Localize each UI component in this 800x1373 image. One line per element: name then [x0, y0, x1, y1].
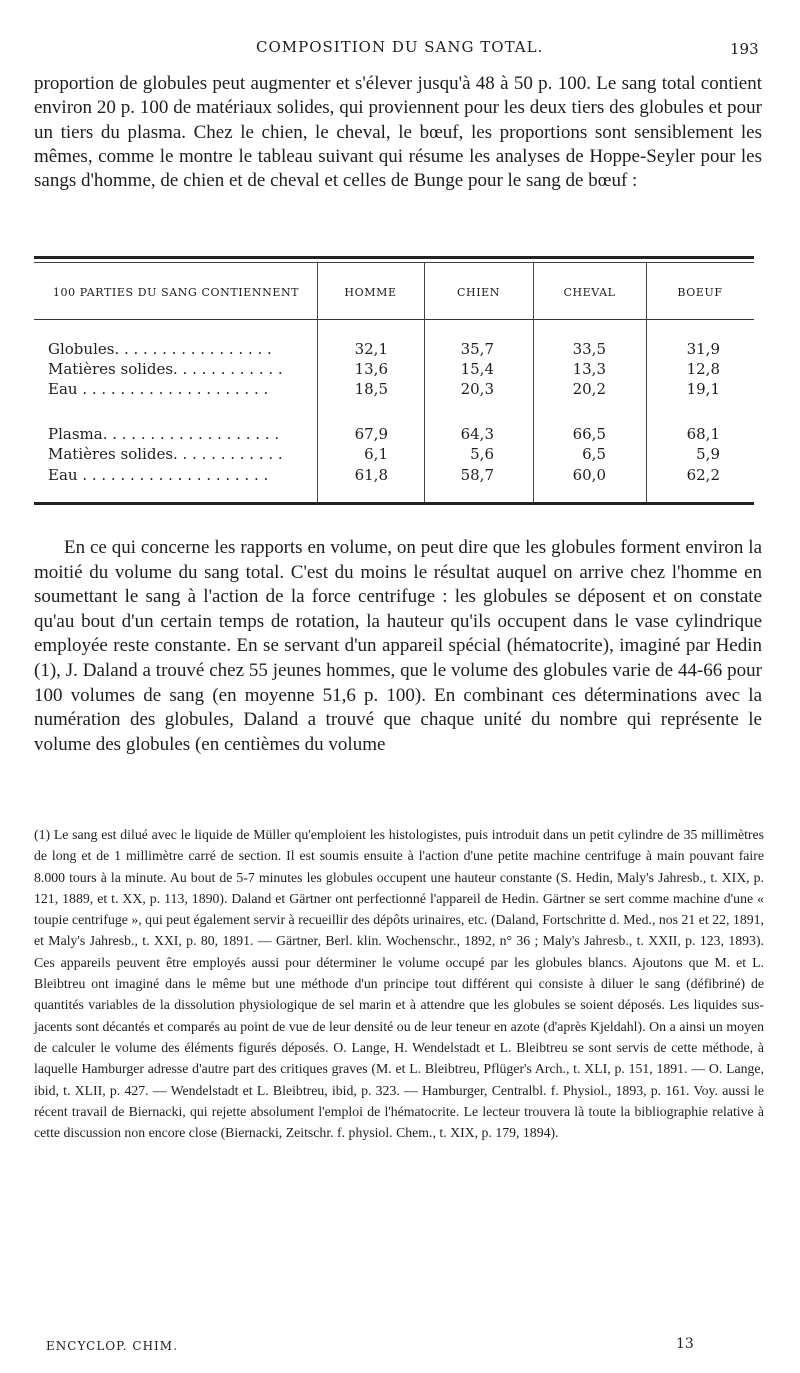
table-row-label: Globules. . . . . . . . . . . . . . . . .: [48, 340, 272, 358]
table-cell: 6,1: [364, 445, 388, 463]
column-header-homme: HOMME: [344, 286, 397, 299]
table-cell: 5,6: [470, 445, 494, 463]
table-cell: 68,1: [686, 425, 720, 443]
table-cell: 5,9: [696, 445, 720, 463]
table-cell: 13,6: [354, 360, 388, 378]
table-cell: 35,7: [460, 340, 494, 358]
table-row-label: Plasma. . . . . . . . . . . . . . . . . . .: [48, 425, 280, 443]
column-header-chien: CHIEN: [456, 286, 500, 299]
table-cell: 19,1: [686, 380, 720, 398]
table-cell: 61,8: [354, 466, 388, 484]
printer-signature: ENCYCLOP. CHIM.: [46, 1339, 178, 1353]
table-cell: 20,2: [572, 380, 606, 398]
table-cell: 32,1: [354, 340, 388, 358]
blood-composition-table: [34, 256, 754, 508]
column-header-boeuf: BOEUF: [677, 286, 723, 299]
table-row-label: Eau . . . . . . . . . . . . . . . . . . . .: [48, 380, 269, 398]
table-bottom-rule: [34, 502, 754, 505]
table-cell: 64,3: [460, 425, 494, 443]
page-number: 193: [730, 40, 759, 58]
table-cell: 18,5: [354, 380, 388, 398]
table-top-rule: [34, 256, 754, 259]
running-title: COMPOSITION DU SANG TOTAL.: [256, 38, 544, 56]
table-cell: 67,9: [354, 425, 388, 443]
table-cell: 66,5: [572, 425, 606, 443]
column-header-cheval: CHEVAL: [563, 286, 616, 299]
table-cell: 13,3: [572, 360, 606, 378]
sheet-number: 13: [676, 1336, 694, 1352]
table-cell: 60,0: [572, 466, 606, 484]
column-header-parts: 100 PARTIES DU SANG CONTIENNENT: [52, 286, 300, 299]
table-row-label: Eau . . . . . . . . . . . . . . . . . . . .: [48, 466, 269, 484]
table-cell: 20,3: [460, 380, 494, 398]
body-paragraph-1: proportion de globules peut augmenter et s'élever jusqu'à 48 à 50 p. 100. Le sang total contient environ 20 p. 100 de matériaux solides, qui proviennent pour les deux tiers des globules et pour un tiers du plasma. Chez le chien, le cheval, le bœuf, les proportions sont sensiblement les mêmes, comme le montre le tableau suivant qui résume les analyses de Hoppe-Seyler pour les sangs d'homme, de chien et de cheval et celles de Bunge pour le sang de bœuf :: [34, 73, 762, 192]
table-cell: 58,7: [460, 466, 494, 484]
running-head: [0, 38, 800, 60]
table-cell: 33,5: [572, 340, 606, 358]
table-cell: 15,4: [460, 360, 494, 378]
table-cell: 62,2: [686, 466, 720, 484]
body-paragraph-2: En ce qui concerne les rapports en volume, on peut dire que les globules forment environ la moitié du volume du sang total. C'est du moins le résultat auquel on arrive chez l'homme en soumettant le sang à l'action de la force centrifuge : les globules se déposent et on constate qu'au bout d'un certain temps de rotation, la hauteur qu'ils occupent dans le vase cylindrique employée reste constante. En se servant d'un appareil spécial (hématocrite), imaginé par Hedin (1), J. Daland a trouvé chez 55 jeunes hommes, que le volume des globules varie de 44-66 pour 100 volumes de sang (en moyenne 51,6 p. 100). En combinant ces déterminations avec la numération des globules, Daland a trouvé que chaque unité du nombre qui représente le volume des globules (en centièmes du volume: [34, 537, 762, 755]
table-row-label: Matières solides. . . . . . . . . . . .: [48, 445, 283, 463]
table-row-label: Matières solides. . . . . . . . . . . .: [48, 360, 283, 378]
footnote: (1) Le sang est dilué avec le liquide de Müller qu'emploient les histologistes, puis introduit dans un petit cylindre de 35 millimètres de long et de 1 millimètre carré de section. Il est soumis ensuite à l'action d'une petite machine centrifuge à main pouvant faire 8.000 tours à la minute. Au bout de 5-7 minutes les globules occupent une hauteur constante (S. Hedin, Maly's Jahresb., t. XIX, p. 121, 1889, et t. XX, p. 113, 1890). Daland et Gärtner ont perfectionné l'appareil de Hedin. Gärtner se sert comme machine d'une « toupie centrifuge », qui peut également servir à recueillir des dépôts urinaires, etc. (Daland, Fortschritte d. Med., nos 21 et 22, 1891, et Maly's Jahresb., t. XXI, p. 80, 1891. — Gärtner, Berl. klin. Wochenschr., 1892, n° 36 ; Maly's Jahresb., t. XXII, p. 123, 1893). Ces appareils peuvent être employés aussi pour déterminer le volume occupé par les globules blancs. Ajoutons que M. et L. Bleibtreu ont imaginé dans le même but une méthode d'un principe tout différent qui consiste à diluer le sang (défibriné) de quantités variables de la dissolution physiologique de sel marin et à attendre que les globules se soient déposés. Les liquides sus-jacents sont décantés et comparés au point de vue de leur densité ou de leur teneur en azote (d'après Kjeldahl). On a ainsi un moyen de calculer le volume des éléments figurés déposés. O. Lange, H. Wendelstadt et L. Bleibtreu se sont servis de cette méthode, à laquelle Hamburger adresse d'autre part des critiques graves (M. et L. Bleibtreu, Pflüger's Arch., t. XLI, p. 151, 1891. — O. Lange, ibid, t. XLII, p. 427. — Wendelstadt et L. Bleibtreu, ibid, p. 323. — Hamburger, Centralbl. f. Physiol., 1893, p. 161. Voy. aussi le récent travail de Biernacki, qui rejette absolument l'emploi de l'hématocrite. Le lecteur trouvera là toute la bibliographie relative à cette discussion non encore close (Biernacki, Zeitschr. f. physiol. Chem., t. XIX, p. 179, 1894).: [34, 827, 764, 1141]
table-cell: 12,8: [686, 360, 720, 378]
table-cell: 6,5: [582, 445, 606, 463]
table-cell: 31,9: [686, 340, 720, 358]
